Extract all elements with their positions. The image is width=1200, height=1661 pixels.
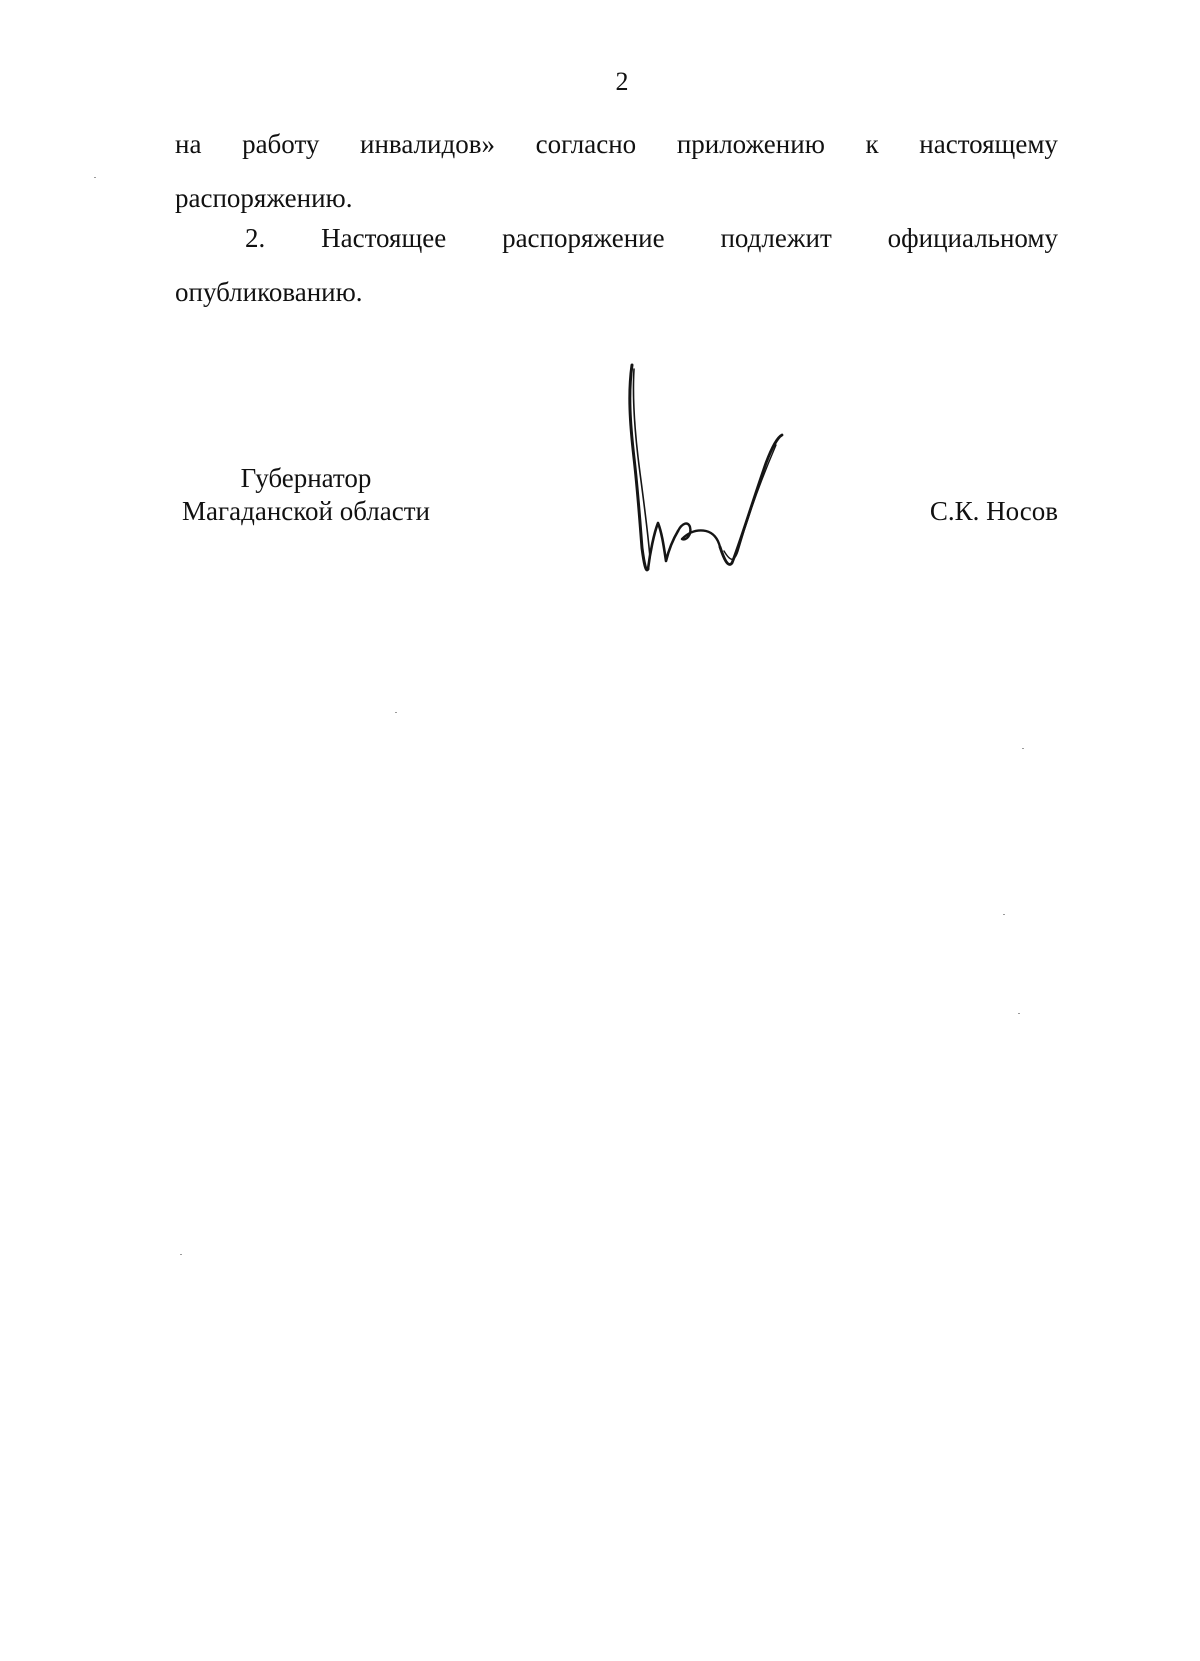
signer-title-line-2: Магаданской области	[182, 496, 430, 526]
word: официальному	[887, 223, 1058, 253]
scan-speck	[395, 712, 397, 713]
page-number: 2	[615, 67, 629, 96]
word: приложению	[676, 129, 825, 159]
word: согласно	[535, 129, 637, 159]
signer-title	[175, 462, 437, 528]
paragraph-1-line-2: распоряжению.	[175, 183, 353, 213]
paragraph-1-line-1	[175, 117, 1058, 171]
paragraph-2-line-1	[175, 211, 1058, 265]
word: на	[175, 129, 202, 159]
scan-speck	[1022, 748, 1024, 749]
word: к	[865, 129, 879, 159]
word: подлежит	[720, 223, 832, 253]
paragraph-1	[175, 117, 1058, 225]
item-number: 2.	[245, 223, 266, 253]
signer-title-line-1: Губернатор	[240, 463, 372, 493]
scan-speck	[180, 1254, 182, 1255]
paragraph-2-line-2: опубликованию.	[175, 277, 363, 307]
word: настоящему	[919, 129, 1058, 159]
word: работу	[242, 129, 320, 159]
scan-speck	[1003, 914, 1005, 915]
signature-block	[175, 462, 1058, 602]
scan-speck	[94, 177, 96, 178]
word: инвалидов»	[360, 129, 495, 159]
handwritten-signature	[620, 363, 810, 593]
paragraph-2	[175, 211, 1058, 319]
word: Настоящее	[321, 223, 447, 253]
word: распоряжение	[502, 223, 665, 253]
signer-name: С.К. Носов	[929, 496, 1058, 526]
scan-speck	[1018, 1013, 1020, 1014]
